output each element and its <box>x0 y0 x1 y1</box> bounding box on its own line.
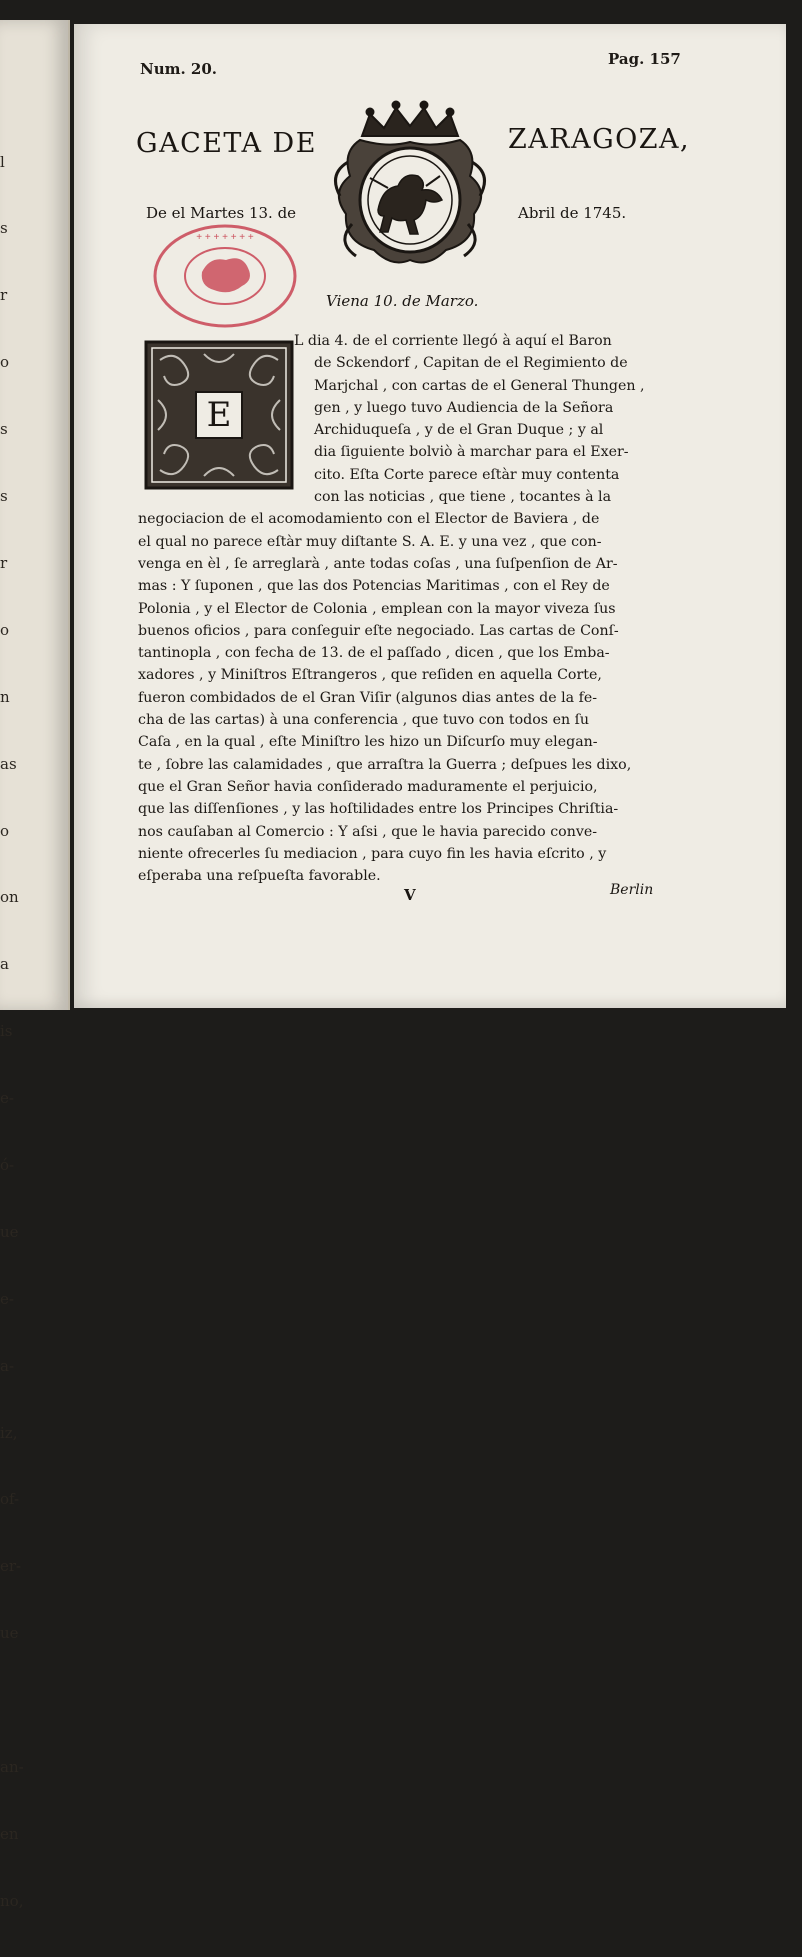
gazette-page <box>74 24 786 1008</box>
article-line: nos cauſaban al Comercio : Y aſsi , que le havia parecido conve- <box>138 823 598 840</box>
facing-fragment: ó- <box>0 1155 15 1174</box>
article-line: eſperaba una reſpueſta favorable. <box>138 868 381 885</box>
facing-fragment: o <box>0 353 10 372</box>
dateline: Viena 10. de Marzo. <box>326 292 479 310</box>
article-line: Caſa , en la qual , eſte Miniſtro les hizo un Diſcurſo muy elegan- <box>138 734 598 751</box>
article-body <box>138 330 686 887</box>
article-line: mas : Y ſuponen , que las dos Potencias Maritimas , con el Rey de <box>138 578 610 595</box>
issue-date-weekday: De el Martes 13. de <box>146 204 297 222</box>
article-line: que el Gran Señor havia conſiderado maduramente el perjuicio, <box>138 778 598 795</box>
initial-letter: E <box>206 395 232 435</box>
library-stamp-icon <box>150 220 300 332</box>
article-line: cha de las cartas) à una conferencia , que tuvo con todos en ſu <box>138 712 590 729</box>
facing-fragment: s <box>0 420 8 439</box>
article-line: con las noticias , que tiene , tocantes à la <box>314 489 612 506</box>
facing-fragment: s <box>0 487 8 506</box>
coat-of-arms-icon <box>322 92 498 272</box>
facing-fragment: an- <box>0 1757 24 1776</box>
facing-page-text <box>0 106 30 1957</box>
article-line: negociacion de el acomodamiento con el Elector de Baviera , de <box>138 511 600 528</box>
article-line: el qual no parece eſtàr muy diſtante S. A. E. y una vez , que con- <box>138 533 602 550</box>
article-line: xadores , y Miniſtros Eſtrangeros , que reſiden en aquella Corte, <box>138 667 602 684</box>
article-line: gen , y luego tuvo Audiencia de la Señora <box>314 399 614 416</box>
article-line: Marjchal , con cartas de el General Thungen , <box>314 377 645 394</box>
facing-fragment: a- <box>0 1356 15 1375</box>
facing-fragment: iz, <box>0 1423 18 1442</box>
facing-fragment: e- <box>0 1289 14 1308</box>
article-line: Archiduqueſa , y de el Gran Duque ; y al <box>314 422 604 439</box>
page-number: Pag. 157 <box>608 50 681 68</box>
article-line: buenos oficios , para conſeguir eſte negociado. Las cartas de Conſ- <box>138 622 619 639</box>
facing-fragment <box>0 1689 30 1711</box>
facing-fragment: er- <box>0 1557 22 1576</box>
facing-fragment: en <box>0 1824 19 1843</box>
facing-fragment: l <box>0 152 5 171</box>
facing-fragment: a <box>0 955 9 974</box>
article-line: que las diſſenſiones , y las hoſtilidades entre los Principes Chriſtia- <box>138 801 619 818</box>
article-line: cito. Eſta Corte parece eſtàr muy contenta <box>314 466 620 483</box>
article-line: dia ſiguiente bolviò à marchar para el Exer- <box>314 444 629 461</box>
facing-fragment: on <box>0 888 19 907</box>
facing-fragment: of- <box>0 1490 20 1509</box>
article-line: de Sckendorf , Capitan de el Regimiento de <box>314 355 628 372</box>
facing-fragment: s <box>0 219 8 238</box>
facing-fragment: as <box>0 754 17 773</box>
facing-fragment: e- <box>0 1089 14 1108</box>
article-line: fueron combidados de el Gran Viſir (algunos dias antes de la fe- <box>138 689 598 706</box>
article-line: niente ofrecerles ſu mediacion , para cuyo fin les havia eſcrito , y <box>138 845 607 862</box>
svg-text:+ + + + + + +: + + + + + + + <box>196 232 254 243</box>
facing-fragment: n <box>0 687 10 706</box>
article-line: L dia 4. de el corriente llegó à aquí el Baron <box>294 333 612 349</box>
masthead-title-left: GACETA DE <box>136 128 317 159</box>
article-line: Polonia , y el Elector de Colonia , emplean con la mayor viveza ſus <box>138 600 616 617</box>
signature-mark: V <box>404 886 416 904</box>
catchword: Berlin <box>610 882 654 898</box>
facing-fragment: r <box>0 553 8 572</box>
article-line: tantinopla , con fecha de 13. de el paſſado , dicen , que los Emba- <box>138 645 610 662</box>
facing-fragment: o <box>0 620 10 639</box>
masthead-title-right: ZARAGOZA, <box>508 124 691 155</box>
facing-fragment: r <box>0 286 8 305</box>
facing-fragment: o <box>0 821 10 840</box>
article-line: te , ſobre las calamidades , que arraſtra la Guerra ; deſpues les dixo, <box>138 756 632 773</box>
issue-number: Num. 20. <box>140 60 218 78</box>
facing-fragment: is <box>0 1022 13 1041</box>
facing-fragment: no, <box>0 1891 24 1910</box>
facing-page <box>0 20 70 1910</box>
issue-date-month-year: Abril de 1745. <box>518 204 627 222</box>
article-line: venga en èl , ſe arreglarà , ante todas coſas , una ſuſpenſion de Ar- <box>138 555 618 572</box>
facing-fragment: ue <box>0 1624 19 1643</box>
facing-fragment: ue <box>0 1222 19 1241</box>
